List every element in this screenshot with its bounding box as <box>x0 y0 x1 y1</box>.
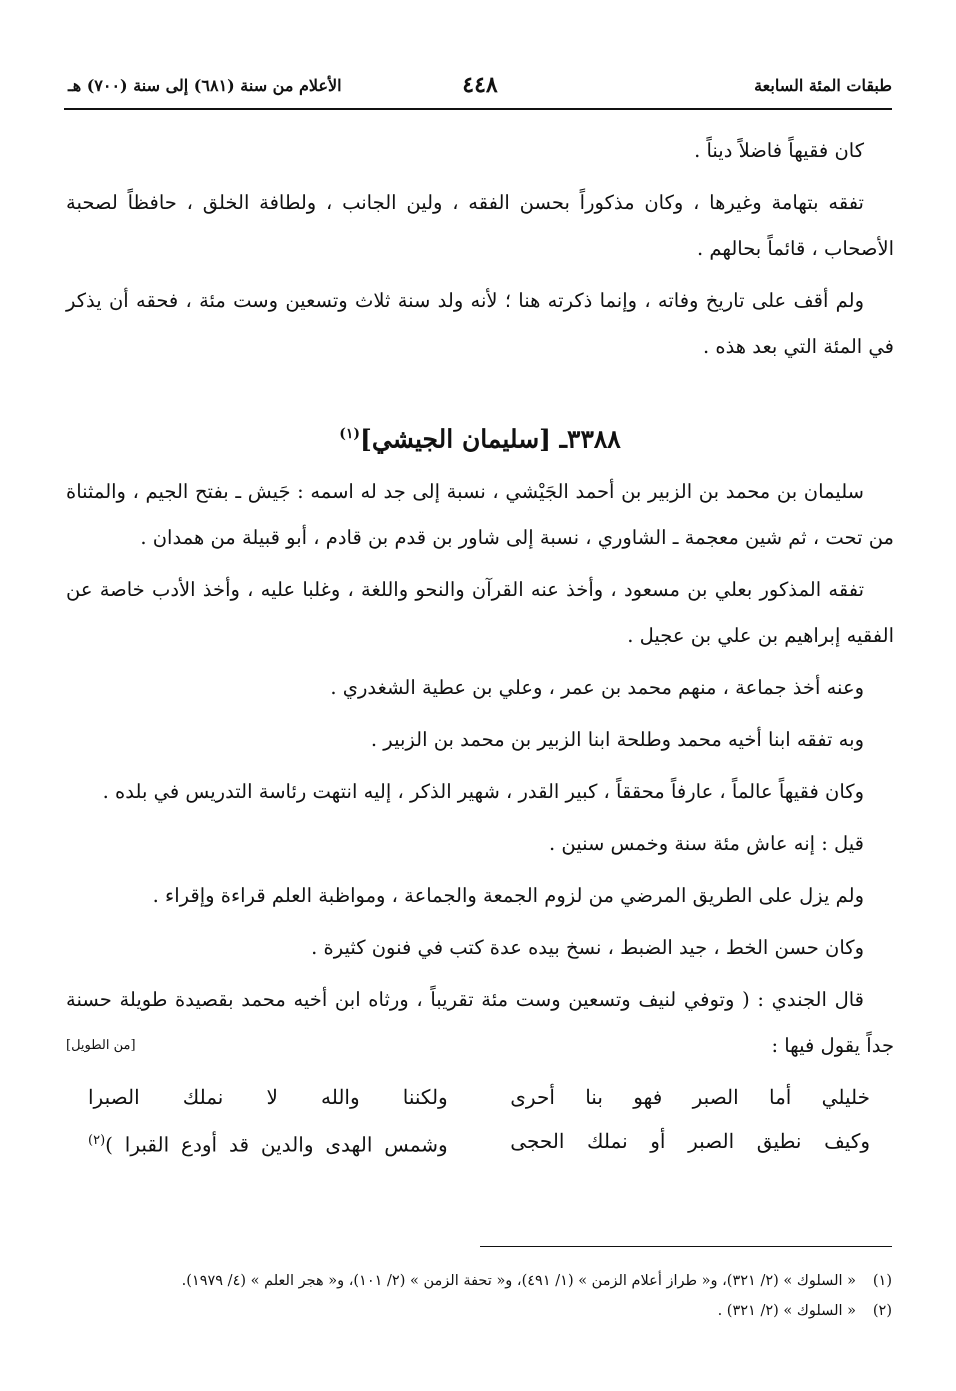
footnote-number: (٢) <box>872 1303 892 1319</box>
footnotes <box>66 1266 892 1326</box>
footnote-text: « السلوك » (٢/ ٣٢١)، و« طراز أعلام الزمن » (١/ ٤٩١)، و« تحفة الزمن » (٢/ ١٠١)، و« هجر العلم » (٤/ ١٩٧٩). <box>181 1273 856 1289</box>
running-header <box>68 72 892 100</box>
paragraph: وبه تفقه ابنا أخيه محمد وطلحة ابنا الزبير بن محمد بن الزبير . <box>370 728 864 752</box>
header-rule <box>64 108 892 110</box>
page-number: ٤٤٨ <box>462 72 498 98</box>
meter-line <box>66 1035 894 1057</box>
paragraph: كان فقيهاً فاضلاً ديناً . <box>694 139 864 162</box>
paragraph: قال الجندي : ( وتوفي لنيف وتسعين وست مئة تقريباً ، ورثاه ابن أخيه محمد بقصيدة طويلة حسنة جداً يقول فيها : <box>66 988 894 1058</box>
verse-second-hemistich: ولكننا والله لا نملك الصبرا <box>88 1085 448 1110</box>
paragraph: وعنه أخذ جماعة ، منهم محمد بن عمر ، وعلي بن عطية الشغدري . <box>330 676 864 700</box>
paragraph: وكان فقيهاً عالماً ، عارفاً محققاً ، كبير القدر ، شهير الذكر ، إليه انتهت رئاسة التدريس في بلده . <box>102 780 864 804</box>
poem-verse <box>66 1119 894 1167</box>
verse-second-hemistich <box>88 1119 448 1167</box>
main-text <box>66 128 894 1167</box>
footnote-ref: (٢) <box>88 1133 106 1149</box>
entry-title <box>66 410 894 463</box>
paragraph: قيل : إنه عاش مئة سنة وخمس سنين . <box>548 832 864 856</box>
verse-first-hemistich: وكيف نطيق الصبر أو نملك الحجى <box>510 1129 870 1154</box>
header-section-range: الأعلام من سنة (٦٨١) إلى سنة (٧٠٠) هـ <box>68 76 342 95</box>
footnote-number: (١) <box>872 1273 892 1289</box>
paragraph: سليمان بن محمد بن الزبير بن أحمد الجَيْشي ، نسبة إلى جد له اسمه : جَيش ـ بفتح الجيم ، والمثناة من تحت ، ثم شين معجمة ـ الشاوري ، نسبة إلى شاور بن قدم بن قادم ، أبو قبيلة من همدان . <box>66 480 894 550</box>
paragraph: وكان حسن الخط ، جيد الضبط ، نسخ بيده عدة كتب في فنون كثيرة . <box>311 936 864 960</box>
footnote-ref: (١) <box>339 426 361 442</box>
header-book-part: طبقات المئة السابعة <box>754 76 892 95</box>
footnote <box>66 1266 892 1296</box>
paragraph: تفقه المذكور بعلي بن مسعود ، وأخذ عنه القرآن والنحو واللغة ، وغلبا عليه ، وأخذ الأدب خاصة عن الفقيه إبراهيم بن علي بن عجيل . <box>66 578 894 648</box>
footnote-rule <box>480 1246 892 1247</box>
entry-title-text: ٣٣٨٨ـ [سليمان الجيشي] <box>360 424 621 454</box>
footnote <box>66 1296 892 1326</box>
poem-verse <box>66 1075 894 1119</box>
paragraph: ولم يزل على الطريق المرضي من لزوم الجمعة والجماعة ، ومواظبة العلم قراءة وإقراء . <box>152 884 864 908</box>
verse-second-text: وشمس الهدى والدين قد أودع القبرا ) <box>105 1132 448 1157</box>
paragraph: تفقه بتهامة وغيرها ، وكان مذكوراً بحسن الفقه ، ولين الجانب ، ولطافة الخلق ، حافظاً لصحبة الأصحاب ، قائماً بحالهم . <box>66 191 894 260</box>
verse-first-hemistich: خليلي أما الصبر فهو بنا أحرى <box>510 1085 870 1110</box>
paragraph: ولم أقف على تاريخ وفاته ، وإنما ذكرته هنا ؛ لأنه ولد سنة ثلاث وتسعين وست مئة ، فحقه أن يذكر في المئة التي بعد هذه . <box>66 289 894 358</box>
footnote-text: « السلوك » (٢/ ٣٢١) . <box>717 1303 856 1319</box>
poem-meter: [من الطويل] <box>66 1038 136 1054</box>
